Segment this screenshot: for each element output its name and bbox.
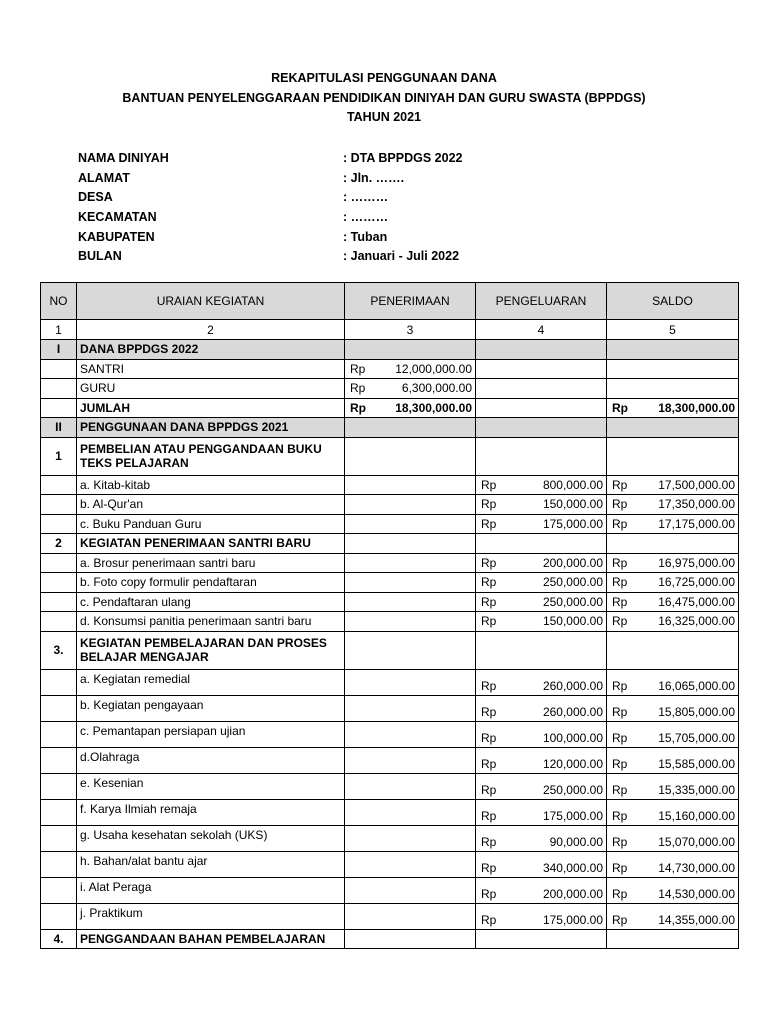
pengeluaran-cell [476,903,607,929]
amount-value: 17,350,000.00 [658,497,735,512]
pengeluaran-cell [476,418,607,438]
table-row [41,903,739,929]
currency-label: Rp [350,400,366,415]
row-number [41,495,77,515]
amount-value: 17,500,000.00 [658,477,735,492]
pengeluaran-cell [476,631,607,669]
penerimaan-cell [345,631,476,669]
pengeluaran-cell [476,475,607,495]
amount-value: 100,000.00 [542,730,603,745]
pengeluaran-cell [476,379,607,399]
info-label: NAMA DINIYAH [78,151,169,165]
currency-label: Rp [612,730,628,745]
row-number [41,514,77,534]
amount-value: 6,300,000.00 [401,381,472,396]
row-number [41,721,77,747]
currency-label: Rp [612,860,628,875]
amount-value: 14,530,000.00 [658,886,735,901]
amount-value: 200,000.00 [542,555,603,570]
pengeluaran-cell [476,398,607,418]
document-title [0,69,768,128]
row-number [41,773,77,799]
pengeluaran-cell [476,747,607,773]
row-number [41,903,77,929]
currency-label: Rp [481,782,497,797]
saldo-cell [607,359,739,379]
row-description: a. Kegiatan remedial [77,669,345,695]
amount-value: 150,000.00 [542,497,603,512]
table-row [41,379,739,399]
pengeluaran-cell [476,695,607,721]
table-row [41,851,739,877]
row-description: h. Bahan/alat bantu ajar [77,851,345,877]
amount-value: 175,000.00 [542,912,603,927]
table-row [41,592,739,612]
amount-value: 175,000.00 [542,516,603,531]
amount-value: 15,585,000.00 [658,756,735,771]
row-number [41,359,77,379]
saldo-cell [607,799,739,825]
row-number [41,475,77,495]
info-block [78,149,718,267]
row-description: PENGGANDAAN BAHAN PEMBELAJARAN [77,929,345,949]
penerimaan-cell [345,669,476,695]
amount-value: 18,300,000.00 [658,400,735,415]
info-label: ALAMAT [78,170,130,185]
amount-value: 15,335,000.00 [658,782,735,797]
pengeluaran-cell [476,929,607,949]
title-line-3: TAHUN 2021 [346,110,422,124]
header-no: NO [41,283,77,320]
amount-value: 16,725,000.00 [658,575,735,590]
row-number: 1 [41,437,77,475]
currency-label: Rp [612,516,628,531]
info-label: BULAN [78,249,122,264]
table-row [41,573,739,593]
column-number-row [41,320,739,340]
currency-label: Rp [481,860,497,875]
penerimaan-cell [345,553,476,573]
penerimaan-cell [345,592,476,612]
row-number [41,592,77,612]
currency-label: Rp [612,555,628,570]
info-value: : ……… [343,210,389,225]
penerimaan-cell [345,799,476,825]
table-row [41,669,739,695]
saldo-cell [607,398,739,418]
pengeluaran-cell [476,799,607,825]
penerimaan-cell [345,534,476,554]
saldo-cell [607,340,739,360]
info-row [78,188,718,208]
info-row [78,247,718,267]
col-number: 5 [607,320,739,340]
pengeluaran-cell [476,534,607,554]
table-row [41,773,739,799]
row-number [41,553,77,573]
currency-label: Rp [350,381,366,396]
info-label: KABUPATEN [78,229,155,244]
table-row [41,799,739,825]
table-row [41,612,739,632]
saldo-cell [607,495,739,515]
row-number [41,398,77,418]
table-header-row [41,283,739,320]
pengeluaran-cell [476,825,607,851]
table-row [41,437,739,475]
saldo-cell [607,379,739,399]
currency-label: Rp [481,497,497,512]
currency-label: Rp [612,594,628,609]
row-description: KEGIATAN PENERIMAAN SANTRI BARU [77,534,345,554]
col-number: 2 [77,320,345,340]
currency-label: Rp [612,756,628,771]
pengeluaran-cell [476,495,607,515]
row-description: f. Karya Ilmiah remaja [77,799,345,825]
table-row [41,877,739,903]
penerimaan-cell [345,747,476,773]
saldo-cell [607,773,739,799]
saldo-cell [607,612,739,632]
row-number: II [41,418,77,438]
table-row [41,359,739,379]
info-row [78,169,718,189]
amount-value: 200,000.00 [542,886,603,901]
penerimaan-cell [345,437,476,475]
row-number [41,851,77,877]
col-number: 1 [41,320,77,340]
pengeluaran-cell [476,773,607,799]
currency-label: Rp [481,614,497,629]
currency-label: Rp [481,912,497,927]
currency-label: Rp [481,808,497,823]
pengeluaran-cell [476,851,607,877]
row-description: DANA BPPDGS 2022 [77,340,345,360]
currency-label: Rp [350,361,366,376]
row-description: KEGIATAN PEMBELAJARAN DAN PROSES BELAJAR MENGAJAR [77,631,345,669]
info-row [78,149,718,169]
table-row [41,475,739,495]
amount-value: 18,300,000.00 [395,400,472,415]
saldo-cell [607,669,739,695]
row-description: b. Al-Qur'an [77,495,345,515]
amount-value: 120,000.00 [542,756,603,771]
row-description: PENGGUNAAN DANA BPPDGS 2021 [77,418,345,438]
row-description: e. Kesenian [77,773,345,799]
row-description: GURU [77,379,345,399]
pengeluaran-cell [476,340,607,360]
pengeluaran-cell [476,877,607,903]
currency-label: Rp [481,516,497,531]
currency-label: Rp [481,886,497,901]
saldo-cell [607,475,739,495]
title-line-2: BANTUAN PENYELENGGARAAN PENDIDIKAN DINIYAH DAN GURU SWASTA (BPPDGS) [122,90,646,105]
info-row [78,228,718,248]
amount-value: 250,000.00 [542,575,603,590]
table-section-row [41,418,739,438]
currency-label: Rp [481,704,497,719]
amount-value: 150,000.00 [542,614,603,629]
saldo-cell [607,514,739,534]
currency-label: Rp [612,704,628,719]
table-section-row [41,340,739,360]
pengeluaran-cell [476,573,607,593]
currency-label: Rp [481,555,497,570]
row-number: 4. [41,929,77,949]
row-number [41,799,77,825]
row-number [41,379,77,399]
currency-label: Rp [612,912,628,927]
amount-value: 250,000.00 [542,594,603,609]
row-number: 3. [41,631,77,669]
pengeluaran-cell [476,721,607,747]
row-description: g. Usaha kesehatan sekolah (UKS) [77,825,345,851]
penerimaan-cell [345,695,476,721]
saldo-cell [607,825,739,851]
amount-value: 12,000,000.00 [395,361,472,376]
amount-value: 90,000.00 [549,834,603,849]
row-description: b. Kegiatan pengayaan [77,695,345,721]
penerimaan-cell [345,612,476,632]
header-uraian: URAIAN KEGIATAN [77,283,345,320]
currency-label: Rp [612,834,628,849]
row-number [41,669,77,695]
col-number: 3 [345,320,476,340]
currency-label: Rp [612,678,628,693]
currency-label: Rp [481,594,497,609]
pengeluaran-cell [476,592,607,612]
table-row [41,721,739,747]
amount-value: 800,000.00 [542,477,603,492]
row-description: j. Praktikum [77,903,345,929]
saldo-cell [607,721,739,747]
row-description: JUMLAH [77,398,345,418]
table-row [41,631,739,669]
saldo-cell [607,747,739,773]
info-value: : Tuban [343,229,388,244]
pengeluaran-cell [476,359,607,379]
amount-value: 250,000.00 [542,782,603,797]
saldo-cell [607,534,739,554]
budget-table [40,282,739,949]
currency-label: Rp [481,477,497,492]
currency-label: Rp [481,756,497,771]
penerimaan-cell [345,903,476,929]
saldo-cell [607,631,739,669]
currency-label: Rp [481,575,497,590]
penerimaan-cell [345,721,476,747]
saldo-cell [607,903,739,929]
row-description: i. Alat Peraga [77,877,345,903]
saldo-cell [607,592,739,612]
row-number: I [41,340,77,360]
amount-value: 260,000.00 [542,704,603,719]
penerimaan-cell [345,825,476,851]
row-number [41,695,77,721]
penerimaan-cell [345,418,476,438]
currency-label: Rp [481,834,497,849]
currency-label: Rp [612,497,628,512]
currency-label: Rp [612,886,628,901]
table-row [41,929,739,949]
currency-label: Rp [481,730,497,745]
penerimaan-cell [345,514,476,534]
pengeluaran-cell [476,514,607,534]
saldo-cell [607,437,739,475]
currency-label: Rp [612,477,628,492]
amount-value: 14,730,000.00 [658,860,735,875]
row-description: d. Konsumsi panitia penerimaan santri baru [77,612,345,632]
row-number [41,747,77,773]
row-description: d.Olahraga [77,747,345,773]
row-description: a. Brosur penerimaan santri baru [77,553,345,573]
penerimaan-cell [345,340,476,360]
saldo-cell [607,553,739,573]
penerimaan-cell [345,379,476,399]
currency-label: Rp [612,575,628,590]
penerimaan-cell [345,773,476,799]
penerimaan-cell [345,398,476,418]
amount-value: 260,000.00 [542,678,603,693]
amount-value: 17,175,000.00 [658,516,735,531]
row-description: PEMBELIAN ATAU PENGGANDAAN BUKU TEKS PELAJARAN [77,437,345,475]
header-penerimaan: PENERIMAAN [345,283,476,320]
row-number [41,612,77,632]
amount-value: 15,705,000.00 [658,730,735,745]
row-number: 2 [41,534,77,554]
row-description: c. Buku Panduan Guru [77,514,345,534]
saldo-cell [607,573,739,593]
currency-label: Rp [481,678,497,693]
currency-label: Rp [612,808,628,823]
table-row [41,695,739,721]
amount-value: 16,325,000.00 [658,614,735,629]
title-line-1: REKAPITULASI PENGGUNAAN DANA [271,71,497,85]
info-value: : Jln. ……. [343,170,405,185]
table-body [41,320,739,949]
row-description: SANTRI [77,359,345,379]
penerimaan-cell [345,877,476,903]
currency-label: Rp [612,400,628,415]
info-value: : ……… [343,190,389,205]
table-row [41,514,739,534]
amount-value: 175,000.00 [542,808,603,823]
penerimaan-cell [345,359,476,379]
amount-value: 16,475,000.00 [658,594,735,609]
table-row [41,553,739,573]
row-number [41,573,77,593]
info-row [78,208,718,228]
penerimaan-cell [345,495,476,515]
row-number [41,825,77,851]
saldo-cell [607,851,739,877]
penerimaan-cell [345,929,476,949]
saldo-cell [607,695,739,721]
row-number [41,877,77,903]
table-row [41,398,739,418]
info-value: : Januari - Juli 2022 [343,249,460,264]
amount-value: 16,065,000.00 [658,678,735,693]
table-row [41,825,739,851]
col-number: 4 [476,320,607,340]
pengeluaran-cell [476,612,607,632]
penerimaan-cell [345,851,476,877]
table-row [41,747,739,773]
amount-value: 14,355,000.00 [658,912,735,927]
saldo-cell [607,877,739,903]
saldo-cell [607,929,739,949]
penerimaan-cell [345,475,476,495]
row-description: b. Foto copy formulir pendaftaran [77,573,345,593]
table-row [41,495,739,515]
pengeluaran-cell [476,669,607,695]
saldo-cell [607,418,739,438]
header-saldo: SALDO [607,283,739,320]
amount-value: 16,975,000.00 [658,555,735,570]
amount-value: 15,160,000.00 [658,808,735,823]
row-description: c. Pemantapan persiapan ujian [77,721,345,747]
currency-label: Rp [612,614,628,629]
row-description: a. Kitab-kitab [77,475,345,495]
info-label: KECAMATAN [78,210,157,225]
amount-value: 15,805,000.00 [658,704,735,719]
header-pengeluaran: PENGELUARAN [476,283,607,320]
info-label: DESA [78,190,113,205]
row-description: c. Pendaftaran ulang [77,592,345,612]
penerimaan-cell [345,573,476,593]
info-value: : DTA BPPDGS 2022 [343,151,463,165]
amount-value: 340,000.00 [542,860,603,875]
table-row [41,534,739,554]
currency-label: Rp [612,782,628,797]
amount-value: 15,070,000.00 [658,834,735,849]
pengeluaran-cell [476,437,607,475]
pengeluaran-cell [476,553,607,573]
